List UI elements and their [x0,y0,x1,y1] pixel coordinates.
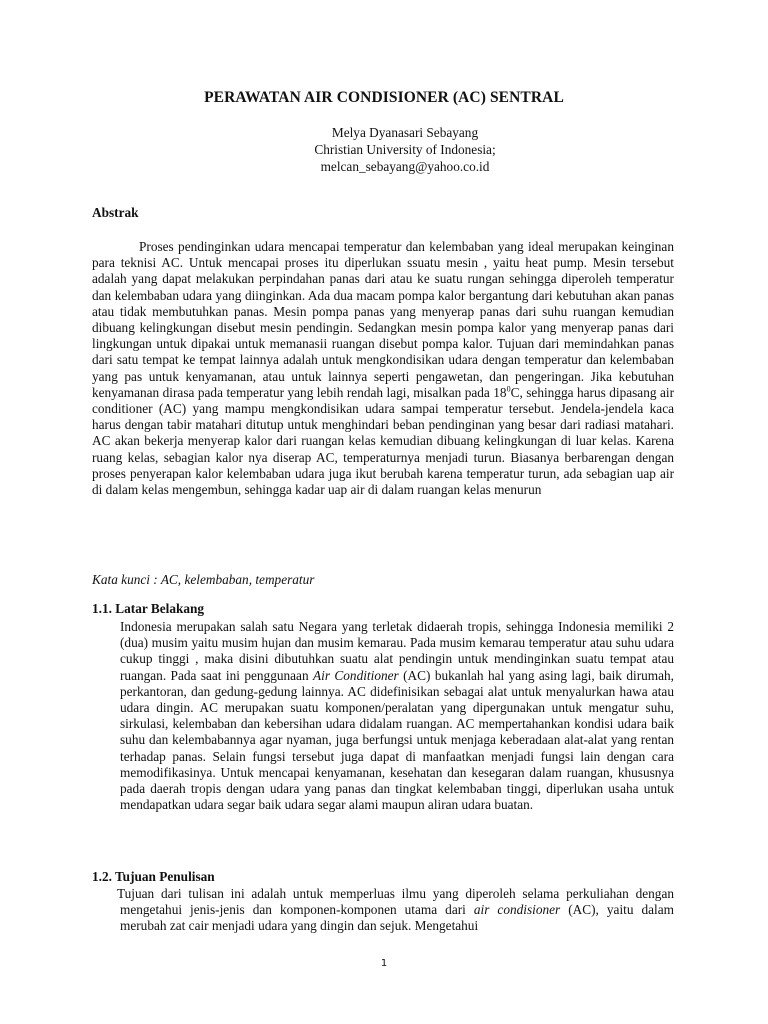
abstract-heading: Abstrak [92,205,139,220]
section-1-2-text-part1: Tujuan dari tulisan ini adalah untuk memperluas ilmu yang diperoleh selama perkuliahan dengan mengetahui jenis-jenis dan komponen-komponen utama dari [117,886,674,918]
author-name: Melya Dyanasari Sebayang [331,125,479,140]
author-email: melcan_sebayang@yahoo.co.id [320,159,490,174]
keywords: Kata kunci : AC, kelembaban, temperatur [92,572,315,587]
abstract-text-part2: C, sehingga harus dipasang air conditioner (AC) yang mampu mengkondisikan udara sampai temperatur tersebut. Jendela-jendela kaca harus dengan tabir matahari ditutup untuk menghindari beban pendinginan yang besar dari radiasi matahari. AC akan bekerja menyerap kalor dari ruangan kelas kemudian dibuang kelingkungan di luar kelas. Karena ruang kelas, sebagian kalor nya diserap AC, temperaturnya menjadi turun. Biasanya berbarengan dengan proses penyerapan kalor kelembaban udara juga ikut berubah karena temperatur turun, ada sebagian uap air di dalam kelas mengembun, sehingga kadar uap air di dalam ruangan kelas menurun [92,384,674,498]
section-1-1-paragraph [120,619,674,813]
author-affiliation: Christian University of Indonesia; [314,142,496,157]
abstract-paragraph [92,239,674,498]
section-1-2-text-part2: (AC), yaitu dalam merubah zat cair menjadi udara yang dingin dan sejuk. Mengetahui [120,902,674,934]
abstract-text-part1: Proses pendinginkan udara mencapai temperatur dan kelembaban yang ideal merupakan keinginan para teknisi AC. Untuk mencapai proses itu diperlukan ssuatu mesin , yaitu heat pump. Mesin tersebut adalah yang dapat melakukan perpindahan panas dari atau ke suatu rungan sehingga diperoleh temperatur dan kelembaban udara yang diinginkan. Ada dua macam pompa kalor bergantung dari kebutuhan akan panas atau tidak membutuhkan panas. Mesin pompa panas yang menyerap panas dari suhu ruangan kemudian dibuang kelingkungan disebut mesin pendingin. Sedangkan mesin pompa kalor yang menyerap panas dari lingkungan untuk dipakai untuk memanasii ruangan disebut pompa kalor. Tujuan dari memindahkan panas dari satu tempat ke tempat lainnya adalah untuk mengkondisikan udara dengan temperatur dan kelembaban yang pas untuk kenyamanan, atau untuk lainnya seperti pengawetan, dan pengeringan. Jika kebutuhan kenyamanan dirasa pada temperatur yang lebih rendah lagi, misalkan pada 18 [92,239,674,400]
page-number: 1 [380,958,388,969]
section-1-1-text-part2: (AC) bukanlah hal yang asing lagi, baik dirumah, perkantoran, dan gedung-gedung lainnya. AC didefinisikan sebagai alat untuk menyalurkan hawa atau udara dingin. AC merupakan suatu komponen/peralatan yang dipergunakan untuk mengatur suhu, sirkulasi, kelembaban dan kebersihan udara didalam ruangan. AC mempertahankan kondisi udara baik suhu dan kelembabannya agar nyaman, juga berfungsi untuk menjaga keberadaan alat-alat yang rentan terhadap panas. Selain fungsi tersebut juga dapat di manfaatkan menjadi fungsi lain dengan cara memodifikasinya. Untuk mencapai kenyamanan, kesehatan dan kesegaran dalam ruangan, khususnya pada daerah tropis dengan udara yang panas dan tingkat kelembaban tinggi, diperlukan usaha untuk mendapatkan udara segar baik udara segar alami maupun aliran udara buatan. [120,667,674,813]
section-1-2-heading: 1.2. Tujuan Penulisan [92,869,215,884]
degree-superscript: 0 [506,384,511,394]
author-block [290,124,520,175]
air-condisioner-term: air condisioner [473,902,561,918]
section-1-1-text-part1: Indonesia merupakan salah satu Negara yang terletak didaerah tropis, sehingga Indonesia memiliki 2 (dua) musim yaitu musim hujan dan musim kemarau. Pada musim kemarau temperatur atau suhu udara cukup tinggi , maka disini dibutuhkan suatu alat pendingin untuk mendinginkan suatu tempat atau ruangan. Pada saat ini penggunaan [120,619,674,683]
section-1-1-heading: 1.1. Latar Belakang [92,601,205,616]
section-1-2-paragraph [117,886,674,935]
paper-title: PERAWATAN AIR CONDISIONER (AC) SENTRAL [204,89,564,106]
air-conditioner-term: Air Conditioner [313,667,399,683]
